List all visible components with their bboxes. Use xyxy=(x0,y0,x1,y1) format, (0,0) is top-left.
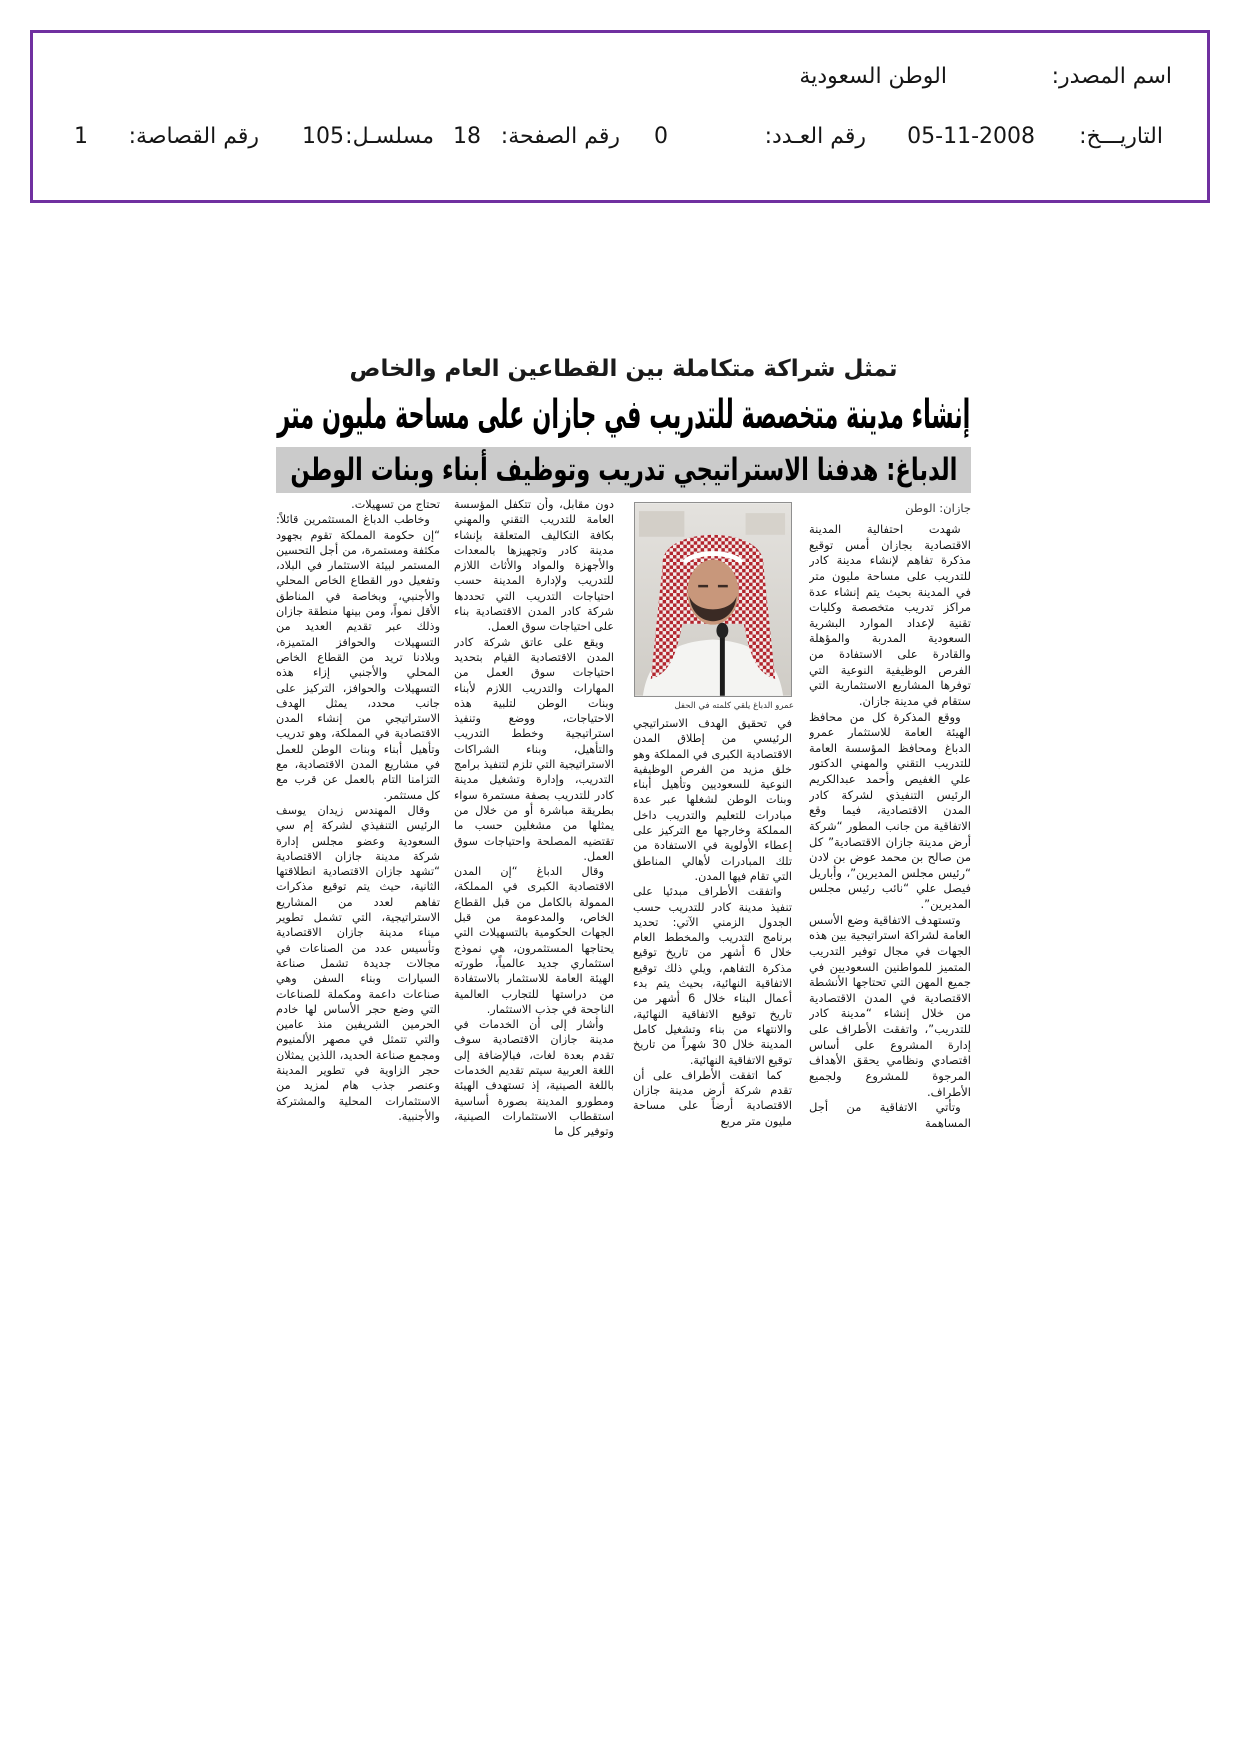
portrait-image xyxy=(635,503,791,696)
article-paragraph: واتفقت الأطراف مبدئيا على تنفيذ مدينة كادر للتدريب حسب الجدول الزمني الآتي: تحديد برنامج التدريب والمخطط العام خلال 6 أشهر من تاريخ توقيع مذكرة التفاهم، ويلي ذلك توقيع الاتفاقية النهائية، بحيث يتم بدء أعمال البناء خلال 6 أشهر من تاريخ توقيع الاتفاقية النهائية، والانتهاء من بناء وتشغيل كامل المدينة خلال 30 شهراً من تاريخ توقيع الاتفاقية النهائية. xyxy=(633,885,792,1067)
article-headline xyxy=(276,388,971,442)
article-headline-text: إنشاء مدينة متخصصة للتدريب في جازان على مساحة مليون متر xyxy=(276,392,971,438)
article-paragraph: وقال المهندس زيدان يوسف الرئيس التنفيذي لشركة إم سي السعودية وعضو مجلس إدارة شركة مدينة جازان الاقتصادية “تشهد جازان الاقتصادية انطلاقتها الثانية، حيث يتم توقيع مذكرات تفاهم لعدد من المشاريع الاستراتيجية، التي تشمل تطوير ميناء مدينة جازان الاقتصادية وتأسيس عدد من الصناعات في مجالات جديدة تشمل صناعة السيارات وبناء السفن وهي صناعات داعمة ومكملة للصناعات التي وضع حجر الأساس لها خادم الحرمين الشريفين منذ عامين والتي تتمثل في مصهر الألمنيوم ومجمع صناعة الحديد، اللذين يمثلان حجر الزاوية في تطوير المدينة وعنصر جذب هام لمزيد من الاستثمارات المحلية والمشتركة والأجنبية. xyxy=(276,803,440,1123)
article-kicker xyxy=(276,353,971,385)
source-value: الوطن السعودية xyxy=(799,64,947,89)
issue-value: 0 xyxy=(654,124,668,149)
date-value: 05-11-2008 xyxy=(907,124,1035,149)
page-label: رقم الصفحة: xyxy=(500,124,620,149)
serial-value: 105 xyxy=(302,124,344,149)
date-label: التاريـــخ: xyxy=(1079,124,1163,149)
header-frame xyxy=(30,30,1210,203)
article-paragraph: وتأتي الاتفاقية من أجل المساهمة xyxy=(809,1100,971,1130)
article-paragraph: وتستهدف الاتفاقية وضع الأسس العامة لشراكة استراتيجية بين هذه الجهات في مجال توفير التدريب المتميز للمواطنين السعوديين في جميع المهن التي تحتاجها الأنشطة الاقتصادية في المدن الاقتصادية من خلال إنشاء “مدينة كادر للتدريب”، واتفقت الأطراف على إدارة المشروع على أساس اقتصادي ونظامي يحقق الأهداف المرجوة للمشروع ولجميع الأطراف. xyxy=(809,912,971,1099)
article-byline: جازان: الوطن xyxy=(905,501,971,515)
article-paragraph: شهدت احتفالية المدينة الاقتصادية بجازان أمس توقيع مذكرة تفاهم لإنشاء مدينة كادر للتدريب على مساحة مليون متر في المدينة بحيث يتم إنشاء عدة مراكز تدريب متخصصة وكليات تقنية لإعداد الموارد البشرية السعودية المدربة والمؤهلة والقادرة على الاستفادة من الفرص الوظيفية النوعية التي توفرها المشاريع الاستثمارية التي ستقام في مدينة جازان. xyxy=(809,522,971,708)
article-column-1 xyxy=(809,522,971,1144)
page-value: 18 xyxy=(453,124,481,149)
article-column-3 xyxy=(454,497,614,1144)
clipping-label: رقم القصاصة: xyxy=(128,124,259,149)
article-paragraph: وخاطب الدباغ المستثمرين قائلاً: “إن حكومة المملكة تقوم بجهود مكثفة ومستمرة، من أجل التحسين المستمر لبيئة الاستثمار في البلاد، وتفعيل دور القطاع الخاص المحلي والأجنبي، وبخاصة في المناطق الأقل نمواً، ومن بينها منطقة جازان وذلك عبر تقديم العديد من التسهيلات والحوافز المتميزة، وبلادنا تريد من القطاع الخاص المحلي والأجنبي إزاء هذه التسهيلات والحوافز، التركيز على جانب محدد، يمثل الهدف الاستراتيجي من إنشاء المدن الاقتصادية في المملكة، وهو تدريب وتأهيل أبناء وبنات الوطن للعمل في مشاريع المدن الاقتصادية، مع التزامنا التام بالعمل عن قرب مع كل مستثمر. xyxy=(276,513,440,802)
serial-label: مسلسـل: xyxy=(345,124,434,149)
article-paragraph: دون مقابل، وأن تتكفل المؤسسة العامة للتدريب التقني والمهني بكافة التكاليف المتعلقة بإنشاء مدينة كادر وتجهيزها بالمعدات والأجهزة والمواد والأثاث اللازم للتدريب ولإدارة المدينة حسب احتياجات التدريب التي تحددها شركة كادر المدن الاقتصادية بناء على احتياجات سوق العمل. xyxy=(454,498,614,634)
article-kicker-text: تمثل شراكة متكاملة بين القطاعين العام والخاص xyxy=(349,356,898,382)
article-paragraph: وقال الدباغ “إن المدن الاقتصادية الكبرى في المملكة، الممولة بالكامل من قبل القطاع الخاص، والمدعومة من قبل الجهات الحكومية بالتسهيلات التي يحتاجها المستثمرون، هي نموذج استثماري جديد عالمياً، طورته الهيئة العامة للاستثمار بالاستفادة من دراستها للتجارب العالمية الناجحة في جذب الاستثمار. xyxy=(454,865,614,1016)
article-subheadline-band xyxy=(276,447,971,493)
article-photo xyxy=(634,502,792,697)
article-subheadline: الدباغ: هدفنا الاستراتيجي تدريب وتوظيف أبناء وبنات الوطن xyxy=(289,452,958,488)
clipping-value: 1 xyxy=(74,124,88,149)
photo-caption: عمرو الدباغ يلقي كلمته في الحفل xyxy=(674,701,794,711)
source-label: اسم المصدر: xyxy=(1051,64,1172,89)
article-paragraph: كما اتفقت الأطراف على أن تقدم شركة أرض مدينة جازان الاقتصادية أرضاً على مساحة مليون متر مربع xyxy=(633,1068,792,1128)
article-column-4 xyxy=(276,497,440,1127)
issue-label: رقم العـدد: xyxy=(764,124,866,149)
article-column-2 xyxy=(633,716,792,1144)
article-paragraph: تحتاج من تسهيلات. xyxy=(351,498,440,511)
article-paragraph: في تحقيق الهدف الاستراتيجي الرئيسي من إطلاق المدن الاقتصادية الكبرى في المملكة وهو خلق مزيد من الفرص الوظيفية النوعية للسعوديين وتأهيل أبناء وبنات الوطن لشغلها عبر عدة مبادرات للتعليم والتدريب داخل المملكة وخارجها مع التركيز على إعطاء الأولوية في الاستفادة من تلك المبادرات لأهالي المناطق التي تقام فيها المدن. xyxy=(633,717,792,883)
article-paragraph: ويقع على عاتق شركة كادر المدن الاقتصادية القيام بتحديد احتياجات سوق العمل من المهارات والتدريب اللازم لأبناء وبنات الوطن لتلبية هذه الاحتياجات، ووضع وتنفيذ استراتيجية وخطط التدريب والتأهيل، وبناء الشراكات الاستراتيجية التي تلزم لتنفيذ برامج التدريب، وإدارة وتشغيل مدينة كادر للتدريب بصفة مستمرة سواء بطريقة مباشرة أو من خلال من يمثلها من مشغلين حسب ما تقتضيه المصلحة واحتياجات سوق العمل. xyxy=(454,635,614,863)
article-paragraph: وأشار إلى أن الخدمات في مدينة جازان الاقتصادية سوف تقدم بعدة لغات، فبالإضافة إلى اللغة العربية سيتم تقديم الخدمات باللغة الصينية، إذ تستهدف الهيئة ومطورو المدينة بصورة أساسية استقطاب الاستثمارات الصينية، وتوفير كل ما xyxy=(454,1018,614,1139)
article-paragraph: ووقع المذكرة كل من محافظ الهيئة العامة للاستثمار عمرو الدباغ ومحافظ المؤسسة العامة للتدريب التقني والمهني الدكتور علي الغفيص وأحمد عبدالكريم الرئيس التنفيذي لشركة كادر المدن الاقتصادية، فيما وقع الاتفاقية من جانب المطور “شركة أرض مدينة جازان الاقتصادية” كل من صالح بن محمد عوض بن لادن “رئيس مجلس المديرين”، وأباريل فيصل علي “نائب رئيس مجلس المديرين”. xyxy=(809,709,971,911)
